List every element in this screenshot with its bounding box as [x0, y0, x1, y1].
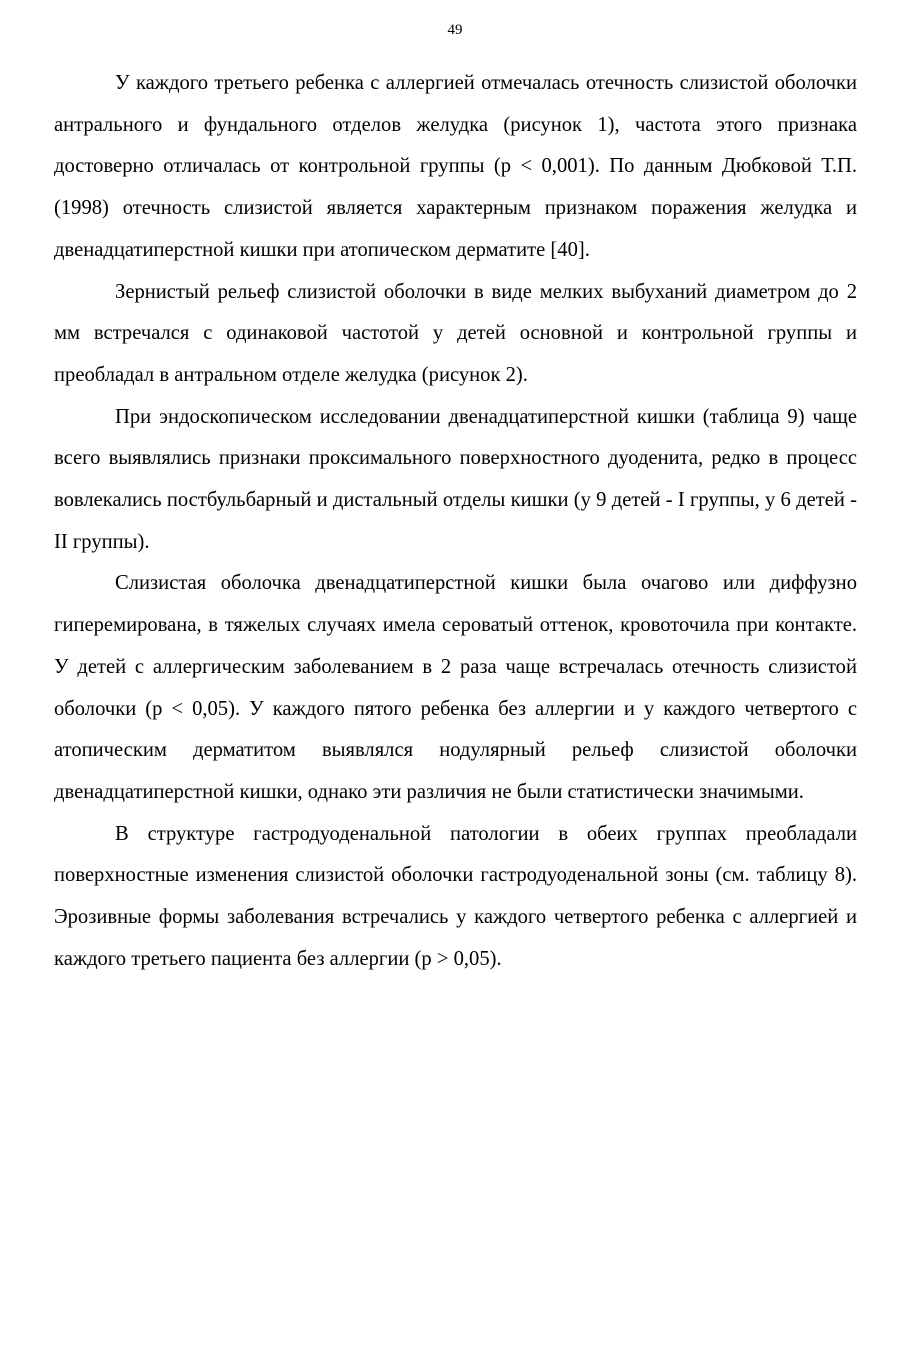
paragraph-1: У каждого третьего ребенка с аллергией отмечалась отечность слизистой оболочки антрального и фундального отделов желудка (рисунок 1), частота этого признака достоверно отличалась от контрольной группы (р < 0,001). По данным Дюбковой Т.П. (1998) отечность слизистой является характерным признаком поражения желудка и двенадцатиперстной кишки при атопическом дерматите [40].: [54, 72, 857, 261]
body-text: [54, 63, 857, 980]
page-number: 49: [447, 22, 463, 38]
paragraph-4: Слизистая оболочка двенадцатиперстной кишки была очагово или диффузно гиперемирована, в тяжелых случаях имела сероватый оттенок, кровоточила при контакте. У детей с аллергическим заболеванием в 2 раза чаще встречалась отечность слизистой оболочки (р < 0,05). У каждого пятого ребенка без аллергии и у каждого четвертого с атопическим дерматитом выявлялся нодулярный рельеф слизистой оболочки двенадцатиперстной кишки, однако эти различия не были статистически значимыми.: [54, 572, 857, 803]
paragraph-2: Зернистый рельеф слизистой оболочки в виде мелких выбуханий диаметром до 2 мм встречался с одинаковой частотой у детей основной и контрольной группы и преобладал в антральном отделе желудка (рисунок 2).: [54, 280, 857, 386]
paragraph-3: При эндоскопическом исследовании двенадцатиперстной кишки (таблица 9) чаще всего выявлялись признаки проксимального поверхностного дуоденита, редко в процесс вовлекались постбульбарный и дистальный отделы кишки (у 9 детей - I группы, у 6 детей - II группы).: [54, 405, 857, 553]
paragraph-5: В структуре гастродуоденальной патологии в обеих группах преобладали поверхностные изменения слизистой оболочки гастродуоденальной зоны (см. таблицу 8). Эрозивные формы заболевания встречались у каждого четвертого ребенка с аллергией и каждого третьего пациента без аллергии (р > 0,05).: [54, 822, 857, 970]
